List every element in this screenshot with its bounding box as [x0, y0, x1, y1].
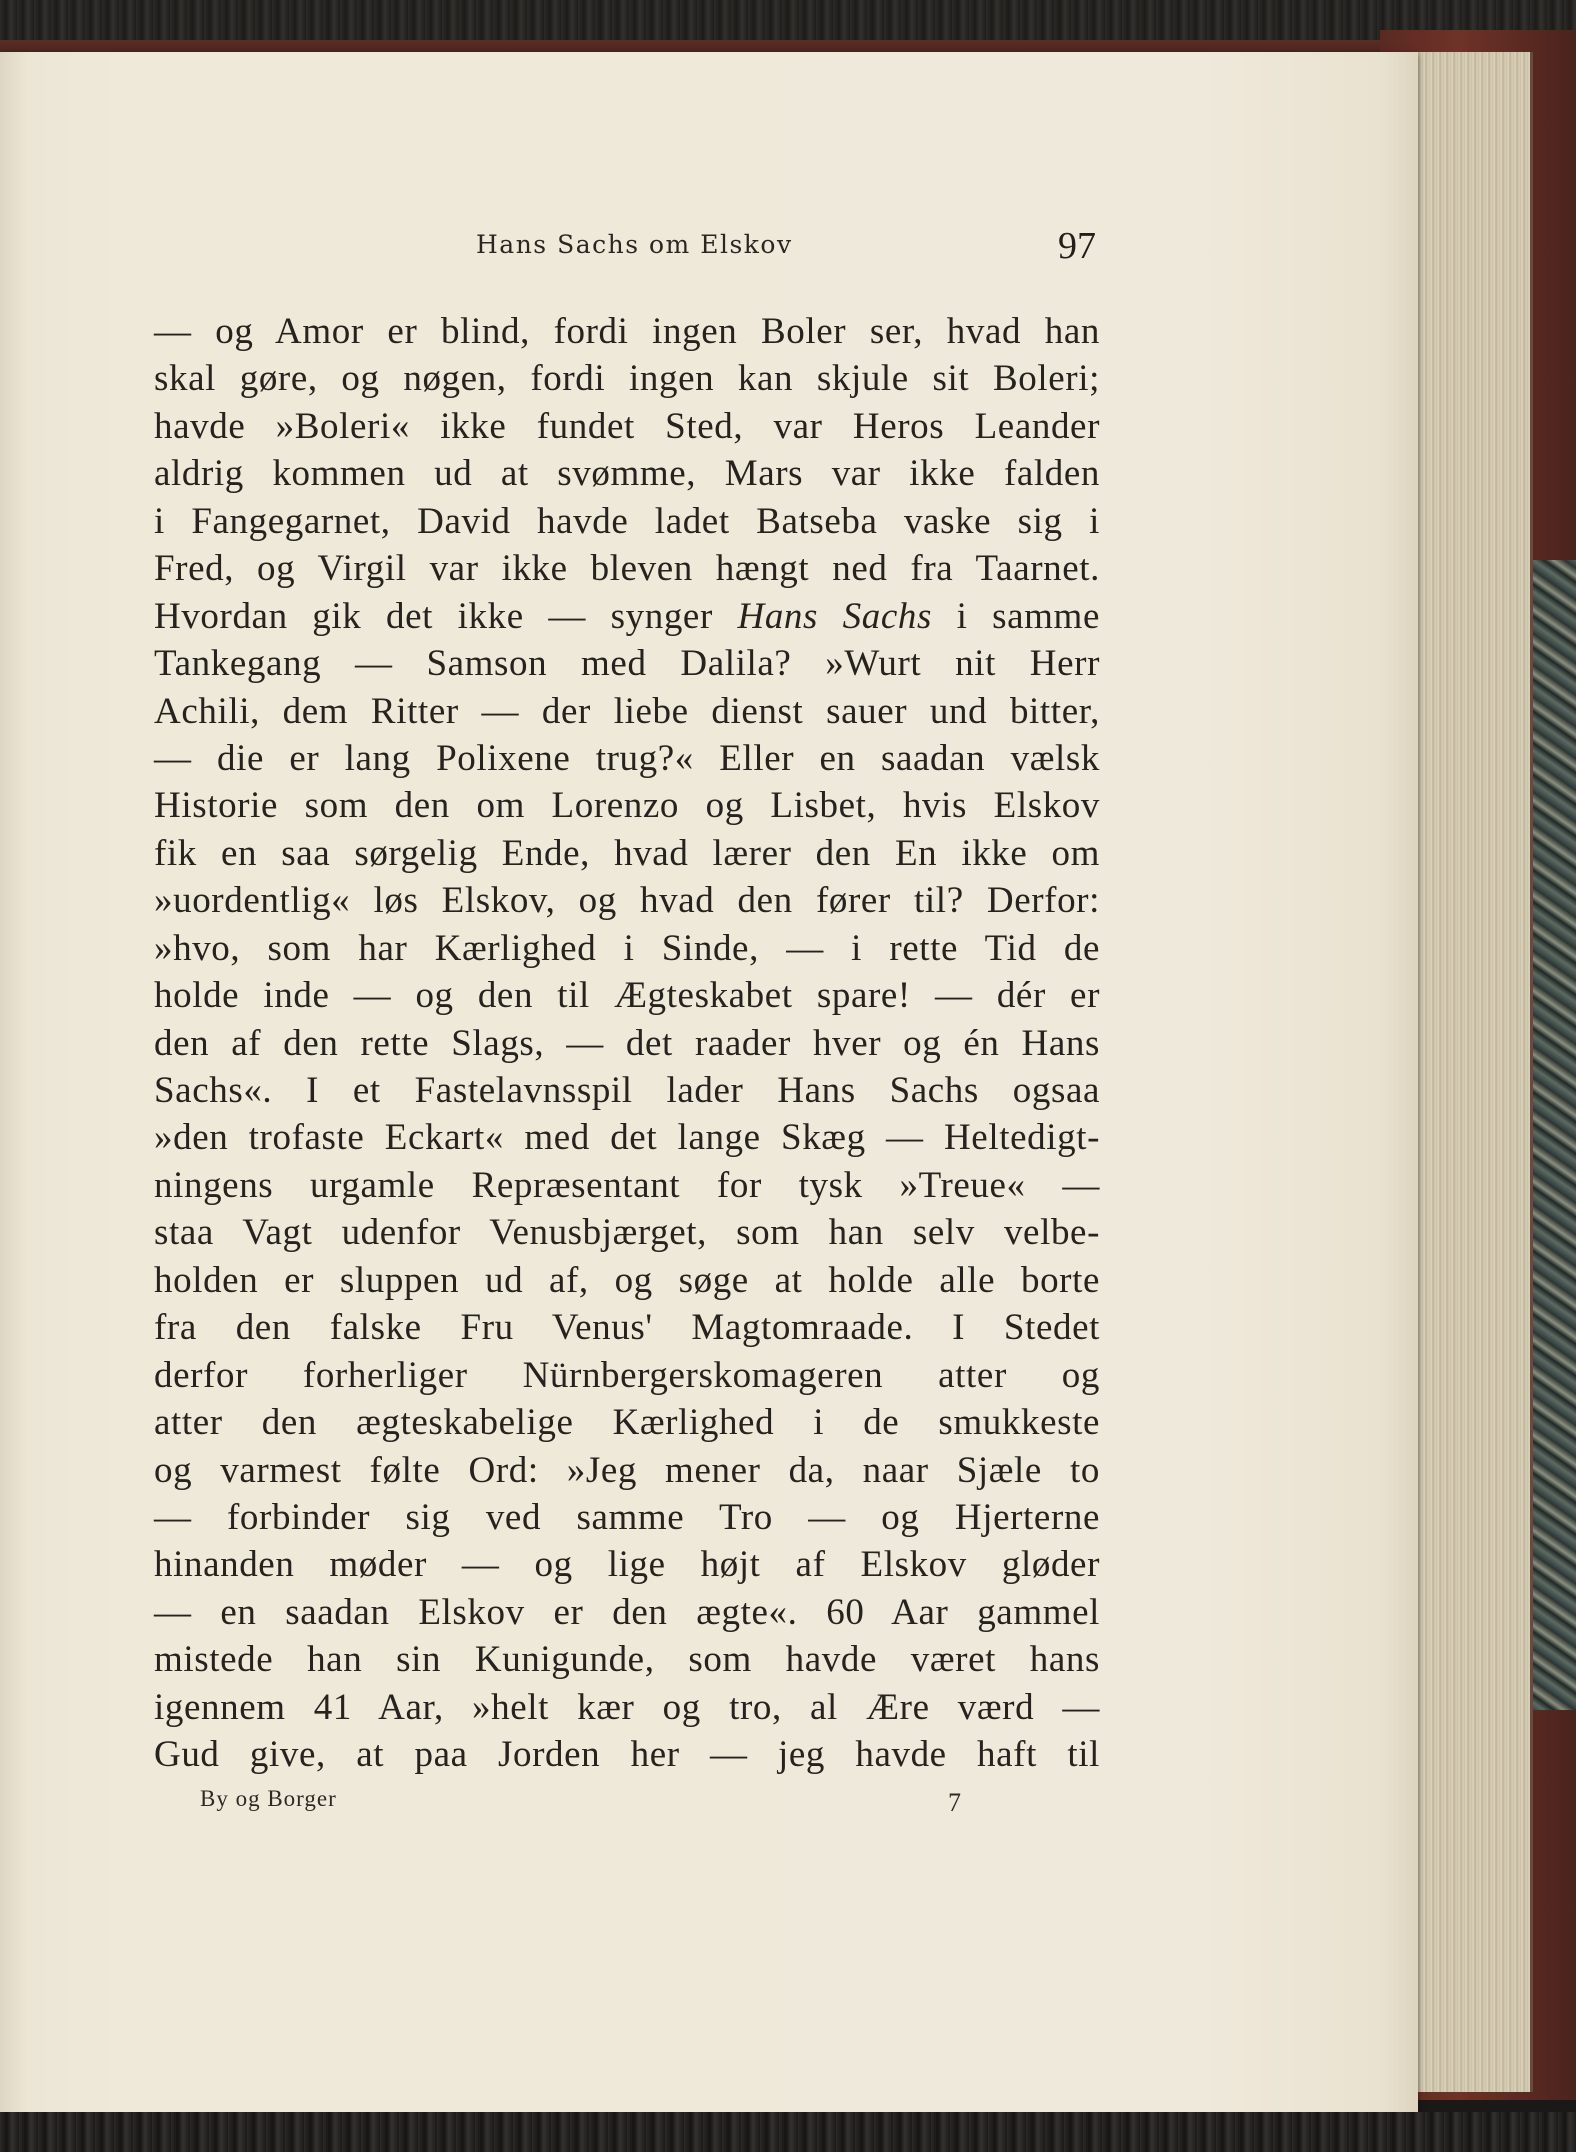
- text-line: mistede han sin Kunigunde, som havde været hans: [154, 1639, 1100, 1681]
- text-line: — en saadan Elskov er den ægte«. 60 Aar gammel: [154, 1591, 1100, 1633]
- italic-name: Hans Sachs: [737, 595, 932, 637]
- text-line: — og Amor er blind, fordi ingen Boler ser, hvad han: [154, 311, 1100, 352]
- text-line: hinanden møder — og lige højt af Elskov gløder: [154, 1544, 1100, 1586]
- text-line: Sachs«. I et Fastelavnsspil lader Hans Sachs ogsaa: [154, 1070, 1100, 1111]
- marbled-endpaper: [1530, 560, 1576, 1710]
- text-line: ningens urgamle Repræsentant for tysk »Treue« —: [154, 1164, 1100, 1206]
- text-line: i Fangegarnet, David havde ladet Batseba vaske sig i: [154, 500, 1100, 542]
- text-line: »uordentlig« løs Elskov, og hvad den fører til? Derfor:: [154, 880, 1100, 922]
- text-line: — forbinder sig ved samme Tro — og Hjerterne: [154, 1496, 1100, 1538]
- body-text: [154, 308, 1100, 1779]
- text-line: derfor forherliger Nürnbergerskomageren atter og: [154, 1354, 1100, 1396]
- page-number: 97: [1058, 225, 1096, 267]
- text-line: Historie som den om Lorenzo og Lisbet, hvis Elskov: [154, 785, 1100, 827]
- text-line-end: i samme: [956, 595, 1100, 637]
- text-line: atter den ægteskabelige Kærlighed i de smukkeste: [154, 1402, 1100, 1444]
- text-line: »den trofaste Eckart« med det lange Skæg — Heltedigt-: [154, 1117, 1100, 1159]
- running-head-title: Hans Sachs om Elskov: [476, 230, 793, 259]
- signature-title: By og Borger: [200, 1786, 337, 1811]
- text-line: havde »Boleri« ikke fundet Sted, var Heros Leander: [154, 405, 1100, 447]
- text-line: Gud give, at paa Jorden her — jeg havde haft til: [154, 1734, 1100, 1776]
- signature-mark: 7: [948, 1788, 961, 1817]
- text-line: holden er sluppen ud af, og søge at holde alle borte: [154, 1259, 1100, 1301]
- text-line: den af den rette Slags, — det raader hver og én Hans: [154, 1022, 1100, 1064]
- page-edges: [1400, 52, 1533, 2092]
- text-line: skal gøre, og nøgen, fordi ingen kan skjule sit Boleri;: [154, 358, 1100, 400]
- text-line: Fred, og Virgil var ikke bleven hængt ned fra Taarnet.: [154, 548, 1100, 590]
- text-line: holde inde — og den til Ægteskabet spare! — dér er: [154, 975, 1100, 1017]
- text-line: staa Vagt udenfor Venusbjærget, som han selv velbe-: [154, 1212, 1100, 1254]
- background-bottom: [0, 2112, 1576, 2152]
- text-line-with-italic: [154, 593, 1100, 640]
- text-line: Tankegang — Samson med Dalila? »Wurt nit Herr: [154, 643, 1100, 685]
- text-line: fik en saa sørgelig Ende, hvad lærer den En ikke om: [154, 832, 1100, 874]
- text-line: aldrig kommen ud at svømme, Mars var ikke falden: [154, 453, 1100, 495]
- text-line: fra den falske Fru Venus' Magtomraade. I Stedet: [154, 1307, 1100, 1349]
- text-line: — die er lang Polixene trug?« Eller en saadan vælsk: [154, 737, 1100, 779]
- text-line-start: Hvordan gik det ikke — synger: [154, 595, 713, 637]
- text-line: Achili, dem Ritter — der liebe dienst sauer und bitter,: [154, 690, 1100, 732]
- text-line: igennem 41 Aar, »helt kær og tro, al Ære værd —: [154, 1686, 1100, 1728]
- text-line: og varmest følte Ord: »Jeg mener da, naar Sjæle to: [154, 1449, 1100, 1491]
- text-line: »hvo, som har Kærlighed i Sinde, — i rette Tid de: [154, 927, 1100, 969]
